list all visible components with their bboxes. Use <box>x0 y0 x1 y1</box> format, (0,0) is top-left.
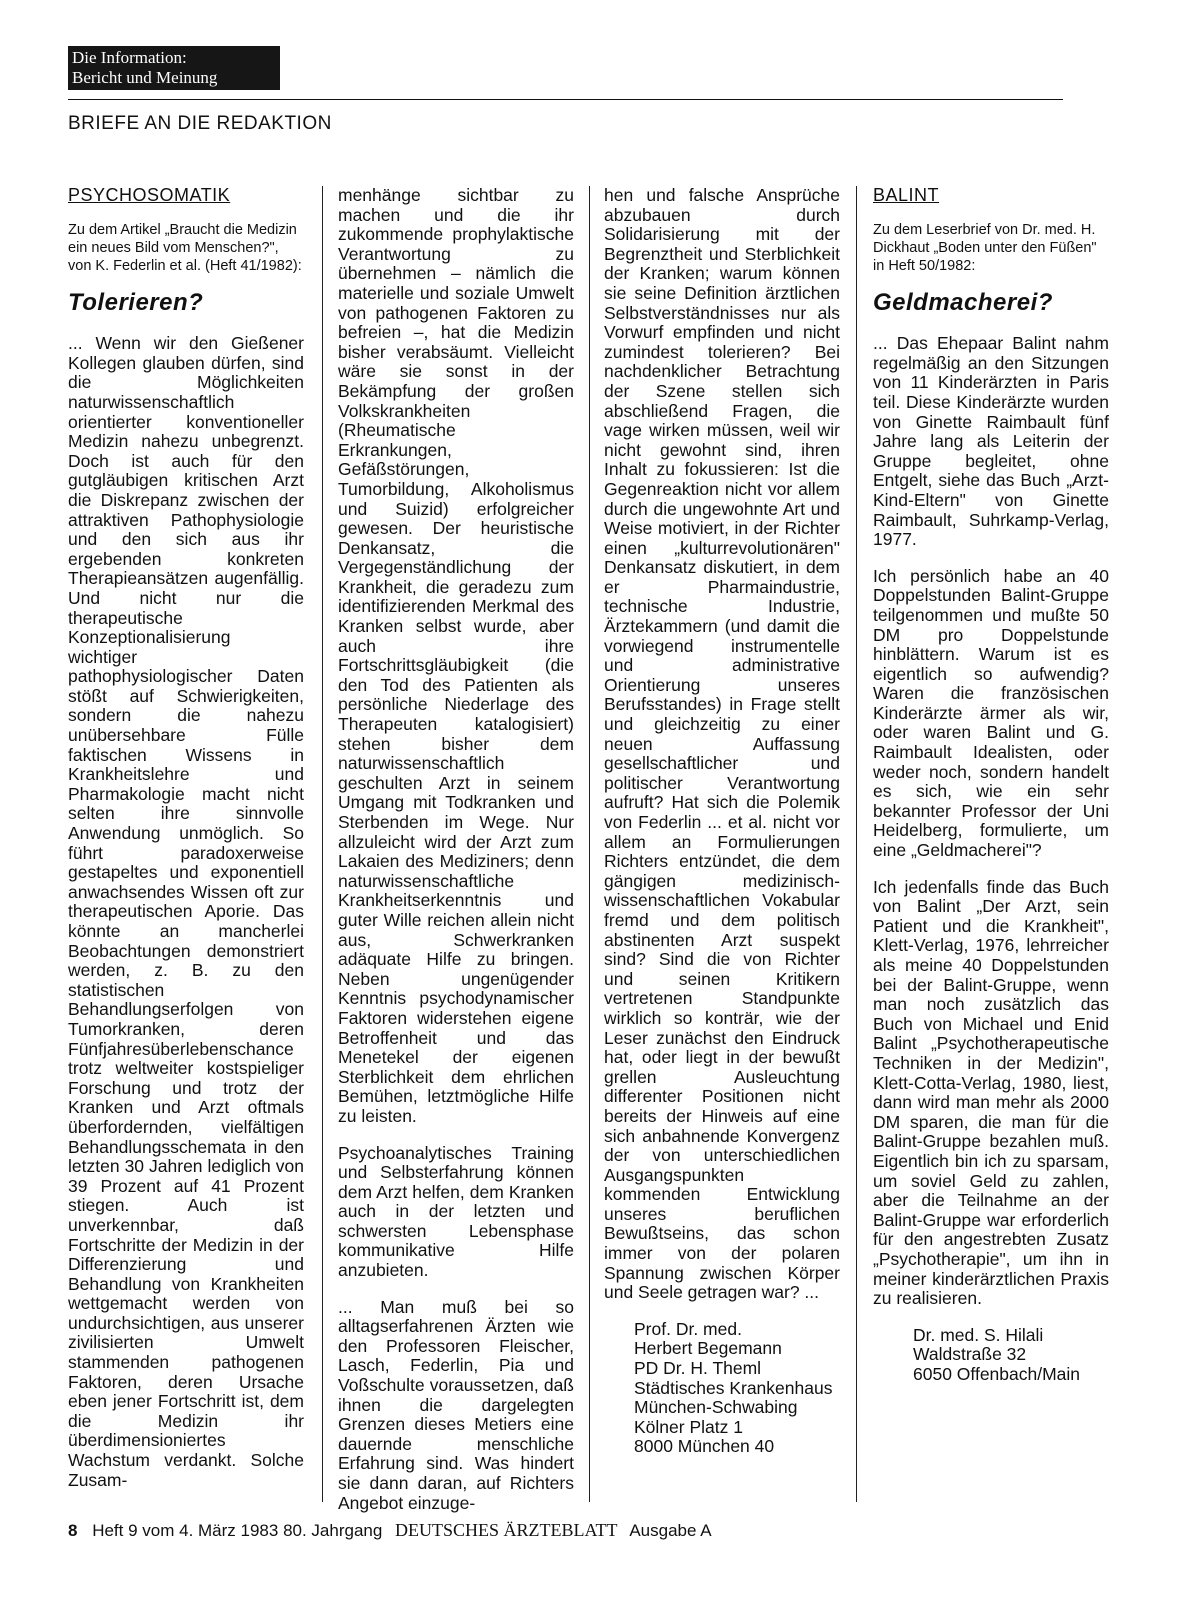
column-divider <box>322 186 323 1502</box>
top-rule <box>68 99 1063 100</box>
section-tag-line1: Die Information: <box>72 48 187 67</box>
article2-headline: Geldmacherei? <box>873 288 1053 316</box>
column-3 <box>604 186 840 1457</box>
article2-body-p2: Ich persönlich habe an 40 Doppelstunden Balint-Gruppe teilgenommen und mußte 50 DM pro Doppelstunde hinblättern. Warum ist es eigentlich so aufwendig? Waren die französischen Kinderärzte ärmer als wir, oder waren Balint und G. Raimbault Idealisten, oder weder noch, sondern handelt es sich, wie ein sehr bekannter Professor der Uni Heidelberg, formulierte, um eine „Geldmacherei"? <box>873 565 1109 861</box>
topic-psychosomatik: PSYCHOSOMATIK <box>68 185 231 205</box>
page-footer <box>68 1520 712 1541</box>
article1-body-col1: ... Wenn wir den Gießener Kollegen glauben dürfen, sind die Möglichkeiten naturwissenschaftlich orientierter konventioneller Medizin nahezu unbegrenzt. Doch ist auch für den gutgläubigen kritischen Arzt die Diskrepanz zwischen der attraktiven Pathophysiologie und den sich aus ihr ergebenden konkreten Therapieansätzen augenfällig. Und nicht nur die therapeutische Konzeptionalisierung wichtiger pathophysiologischer Daten stößt auf Schwierigkeiten, sondern die nahezu unübersehbare Fülle faktischen Wissens in Krankheitslehre und Pharmakologie macht nicht selten ihre sinnvolle Anwendung unmöglich. So führt paradoxerweise gestapeltes und exponentiell anwachsendes Wissen oft zur therapeutischen Aporie. Das könnte an mancherlei Beobachtungen demonstriert werden, z. B. zu den statistischen Behandlungserfolgen von Tumorkranken, deren Fünfjahresüberlebenschance trotz weltweiter kostspieliger Forschung und trotz der Kranken und Arzt oftmals überfordernden, vielfältigen Behandlungsschemata in den letzten 30 Jahren lediglich von 39 Prozent auf 41 Prozent stiegen. Auch ist unverkennbar, daß Fortschritte der Medizin in der Differenzierung und Behandlung von Krankheiten wettgemacht werden von undurchsichtigen, aus unserer zivilisierten Umwelt stammenden pathogenen Faktoren, deren Ursache eben jener Fortschritt ist, dem die Medizin ihr überdimensioniertes Wachstum verdankt. Solche Zusam- <box>68 333 304 1490</box>
section-heading: BRIEFE AN DIE REDAKTION <box>68 113 332 134</box>
column-2 <box>338 186 574 1530</box>
topic-balint: BALINT <box>873 185 940 205</box>
article1-intro: Zu dem Artikel „Braucht die Medizin ein neues Bild vom Menschen?", von K. Federlin et al. (Heft 41/1982): <box>68 221 302 274</box>
column-1 <box>68 186 304 1507</box>
article1-headline: Tolerieren? <box>68 288 204 316</box>
article1-signature: Prof. Dr. med. Herbert Begemann PD Dr. H. Theml Städtisches Krankenhaus München-Schwabing Kölner Platz 1 8000 München 40 <box>634 1318 833 1457</box>
edition-label: Ausgabe A <box>629 1521 712 1540</box>
section-tag-line2: Bericht und Meinung <box>72 68 218 87</box>
column-4 <box>873 186 1109 1384</box>
article2-body-p1: ... Das Ehepaar Balint nahm regelmäßig an den Sitzungen von 11 Kinderärzten in Paris teil. Diese Kinderärzte wurden von Ginette Raimbault fünf Jahre lang als Leiterin der Gruppe begleitet, ohne Entgelt, siehe das Buch „Arzt-Kind-Eltern" von Ginette Raimbault, Suhrkamp-Verlag, 1977. <box>873 333 1109 550</box>
article1-body-col2-p1: menhänge sichtbar zu machen und die ihr zukommende prophylaktische Verantwortung zu übernehmen – nämlich die materielle und soziale Umwelt von pathogenen Faktoren zu befreien –, hat die Medizin bisher verabsäumt. Vielleicht wäre sie sonst in der Bekämpfung der großen Volkskrankheiten (Rheumatische Erkrankungen, Gefäßstörungen, Tumorbildung, Alkoholismus und Suizid) erfolgreicher gewesen. Der heuristische Denkansatz, die Vergegenständlichung der Krankheit, die geradezu zum identifizierenden Merkmal des Kranken selbst wurde, aber auch ihre Fortschrittsgläubigkeit (die den Tod des Patienten als persönliche Niederlage des Therapeuten katalogisiert) stehen bisher dem naturwissenschaftlich geschulten Arzt in seinem Umgang mit Todkranken und Sterbenden im Wege. Nur allzuleicht wird der Arzt zum Lakaien des Mediziners; denn naturwissenschaftliche Krankheitserkenntnis und guter Wille reichen allein nicht aus, Schwerkranken adäquate Hilfe zu bringen. Neben ungenügender Kenntnis psychodynamischer Faktoren widerstehen eigene Betroffenheit und das Menetekel der eigenen Sterblichkeit dem ehrlichen Bemühen, letztmögliche Hilfe zu leisten. <box>338 185 574 1126</box>
issue-info: Heft 9 vom 4. März 1983 80. Jahrgang <box>92 1521 383 1540</box>
article1-body-col3: hen und falsche Ansprüche abzubauen durch Solidarisierung mit der Begrenztheit und Sterblichkeit der Kranken; warum können sie seine Definition ärztlichen Selbstverständnisses nur als Vorwurf empfinden und nicht zumindest tolerieren? Bei nachdenklicher Betrachtung der Szene stellen sich abschließend Fragen, die vage wirken müssen, weil wir nicht gewohnt sind, ihren Inhalt zu fokussieren: Ist die Gegenreaktion nicht vor allem durch die ungewohnte Art und Weise motiviert, in der Richter einen „kulturrevolutionären" Denkansatz diskutiert, in dem er Pharmaindustrie, technische Industrie, Ärztekammern (und damit die vorwiegend instrumentelle und administrative Orientierung unseres Berufsstandes) in Frage stellt und gleichzeitig zu einer neuen Auffassung gesellschaftlicher und politischer Verantwortung aufruft? Hat sich die Polemik von Federlin ... et al. nicht vor allem an Formulierungen Richters entzündet, die dem gängigen medizinisch-wissenschaftlichen Vokabular fremd und dem politisch abstinenten Arzt suspekt sind? Sind die von Richter und seinen Kritikern vertretenen Standpunkte wirklich so konträr, wie der Leser zunächst den Eindruck hat, oder liegt in der bewußt grellen Ausleuchtung differenter Positionen nicht bereits der Hinweis auf eine sich anbahnende Konvergenz der von unterschiedlichen Ausgangspunkten kommenden Entwicklung unseres beruflichen Bewußtseins, das schon immer von der polaren Spannung zwischen Körper und Seele getragen war? ... <box>604 185 840 1303</box>
article2-intro: Zu dem Leserbrief von Dr. med. H. Dickhaut „Boden unter den Füßen" in Heft 50/1982: <box>873 221 1097 274</box>
article2-signature: Dr. med. S. Hilali Waldstraße 32 6050 Offenbach/Main <box>913 1324 1081 1384</box>
column-divider <box>589 186 590 1502</box>
page-number: 8 <box>68 1521 78 1540</box>
column-divider <box>856 186 857 1502</box>
article1-body-col2-p3: ... Man muß bei so alltagserfahrenen Ärzten wie den Professoren Fleischer, Lasch, Federlin, Pia und Voßschulte voraussetzen, daß ihnen die dargelegten Grenzen dieses Metiers eine dauernde menschliche Erfahrung sind. Was hindert sie dann daran, auf Richters Angebot einzuge- <box>338 1296 574 1513</box>
article1-body-col2-p2: Psychoanalytisches Training und Selbsterfahrung können dem Arzt helfen, dem Kranken auch in der letzten und schwersten Lebensphase kommunikative Hilfe anzubieten. <box>338 1142 574 1281</box>
journal-name: DEUTSCHES ÄRZTEBLATT <box>395 1520 618 1540</box>
article2-body-p3: Ich jedenfalls finde das Buch von Balint „Der Arzt, sein Patient und die Krankheit", Klett-Verlag, 1976, lehrreicher als meine 40 Doppelstunden bei der Balint-Gruppe, wenn man noch zusätzlich das Buch von Michael und Enid Balint „Psychotherapeutische Techniken in der Medizin", Klett-Cotta-Verlag, 1980, liest, dann wird man mehr als 2000 DM sparen, die man für die Balint-Gruppe bezahlen muß. Eigentlich bin ich zu sparsam, um soviel Geld zu zahlen, aber die Teilnahme an der Balint-Gruppe war erforderlich für den angestrebten Zusatz „Psychotherapie", um ihn in meiner kinderärztlichen Praxis zu realisieren. <box>873 876 1109 1309</box>
section-tag <box>68 46 280 90</box>
